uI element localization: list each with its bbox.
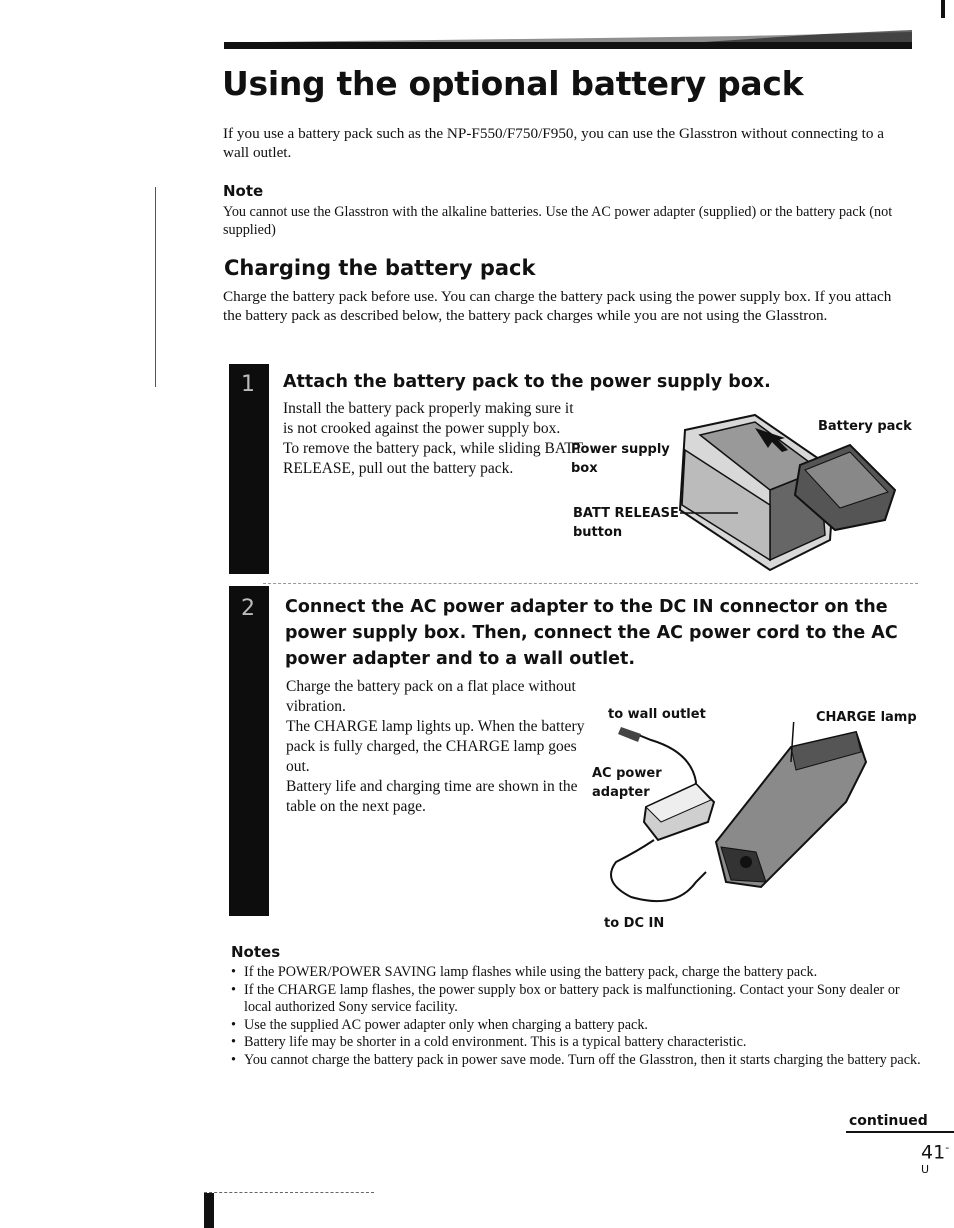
page-number	[921, 1141, 954, 1186]
bottom-rule	[204, 1192, 374, 1193]
step-2-paragraph: The CHARGE lamp lights up. When the battery pack is fully charged, the CHARGE lamp goes out.	[286, 718, 585, 775]
notes-item: • You cannot charge the battery pack in power save mode. Turn off the Glasstron, then it starts charging the battery pack.	[231, 1052, 921, 1070]
step-1-paragraph: Install the battery pack properly making sure it is not crooked against the power supply box.	[283, 400, 574, 437]
callout-charge-lamp: CHARGE lamp	[816, 710, 917, 725]
continued-rule	[846, 1131, 954, 1133]
step-1-bar	[229, 364, 269, 574]
continued-label: continued	[849, 1113, 928, 1129]
page-title: Using the optional battery pack	[222, 64, 804, 103]
page-number-value: 41	[921, 1141, 946, 1164]
step-2-paragraph: Battery life and charging time are shown in the table on the next page.	[286, 778, 578, 815]
callout-power-supply-box: Power supply box	[571, 442, 670, 476]
callout-to-wall-outlet: to wall outlet	[608, 707, 706, 722]
step-1-title: Attach the battery pack to the power supply box.	[283, 372, 771, 392]
note-heading: Note	[223, 182, 264, 200]
step-1-text	[283, 399, 583, 479]
step-2-title: Connect the AC power adapter to the DC IN connector on the power supply box. Then, connect the AC power cord to the AC power adapter and to a wall outlet.	[285, 597, 898, 669]
step-1-number: 1	[241, 372, 255, 397]
step-separator	[263, 583, 918, 584]
section-heading: Charging the battery pack	[224, 256, 536, 280]
callout-battery-pack: Battery pack	[818, 419, 912, 434]
step-2-paragraph: Charge the battery pack on a flat place without vibration.	[286, 678, 576, 715]
corner-crop-mark	[941, 0, 945, 18]
step-2-bar	[229, 586, 269, 916]
page-number-suffix: -U	[921, 1141, 950, 1177]
notes-heading: Notes	[231, 943, 281, 961]
bottom-crop-mark	[204, 1193, 214, 1228]
notes-item: • If the CHARGE lamp flashes, the power supply box or battery pack is malfunctioning. Contact your Sony dealer or local authorized Sony service facility.	[231, 982, 921, 1017]
top-header-rule	[224, 30, 912, 49]
step-2-number: 2	[241, 596, 255, 621]
note-text: You cannot use the Glasstron with the alkaline batteries. Use the AC power adapter (supplied) or the battery pack (not supplied)	[223, 204, 893, 238]
margin-rule	[155, 187, 156, 387]
notes-list	[231, 964, 921, 1069]
ac-adapter-illustration	[596, 722, 876, 922]
callout-to-dc-in: to DC IN	[604, 916, 665, 931]
notes-item: • Use the supplied AC power adapter only when charging a battery pack.	[231, 1017, 921, 1035]
intro-paragraph: If you use a battery pack such as the NP-F550/F750/F950, you can use the Glasstron without connecting to a wall outlet.	[223, 125, 884, 161]
section-paragraph: Charge the battery pack before use. You can charge the battery pack using the power supply box. If you attach the battery pack as described below, the battery pack charges while you are not using the Glasstron.	[223, 288, 892, 324]
step-1-paragraph: To remove the battery pack, while sliding BATT RELEASE, pull out the battery pack.	[283, 440, 583, 477]
notes-item: • If the POWER/POWER SAVING lamp flashes while using the battery pack, charge the battery pack.	[231, 964, 921, 982]
step-2-text	[286, 677, 586, 817]
callout-ac-power-adapter: AC power adapter	[592, 766, 662, 800]
callout-batt-release: BATT RELEASE button	[573, 506, 679, 540]
notes-item: • Battery life may be shorter in a cold environment. This is a typical battery characteristic.	[231, 1034, 921, 1052]
